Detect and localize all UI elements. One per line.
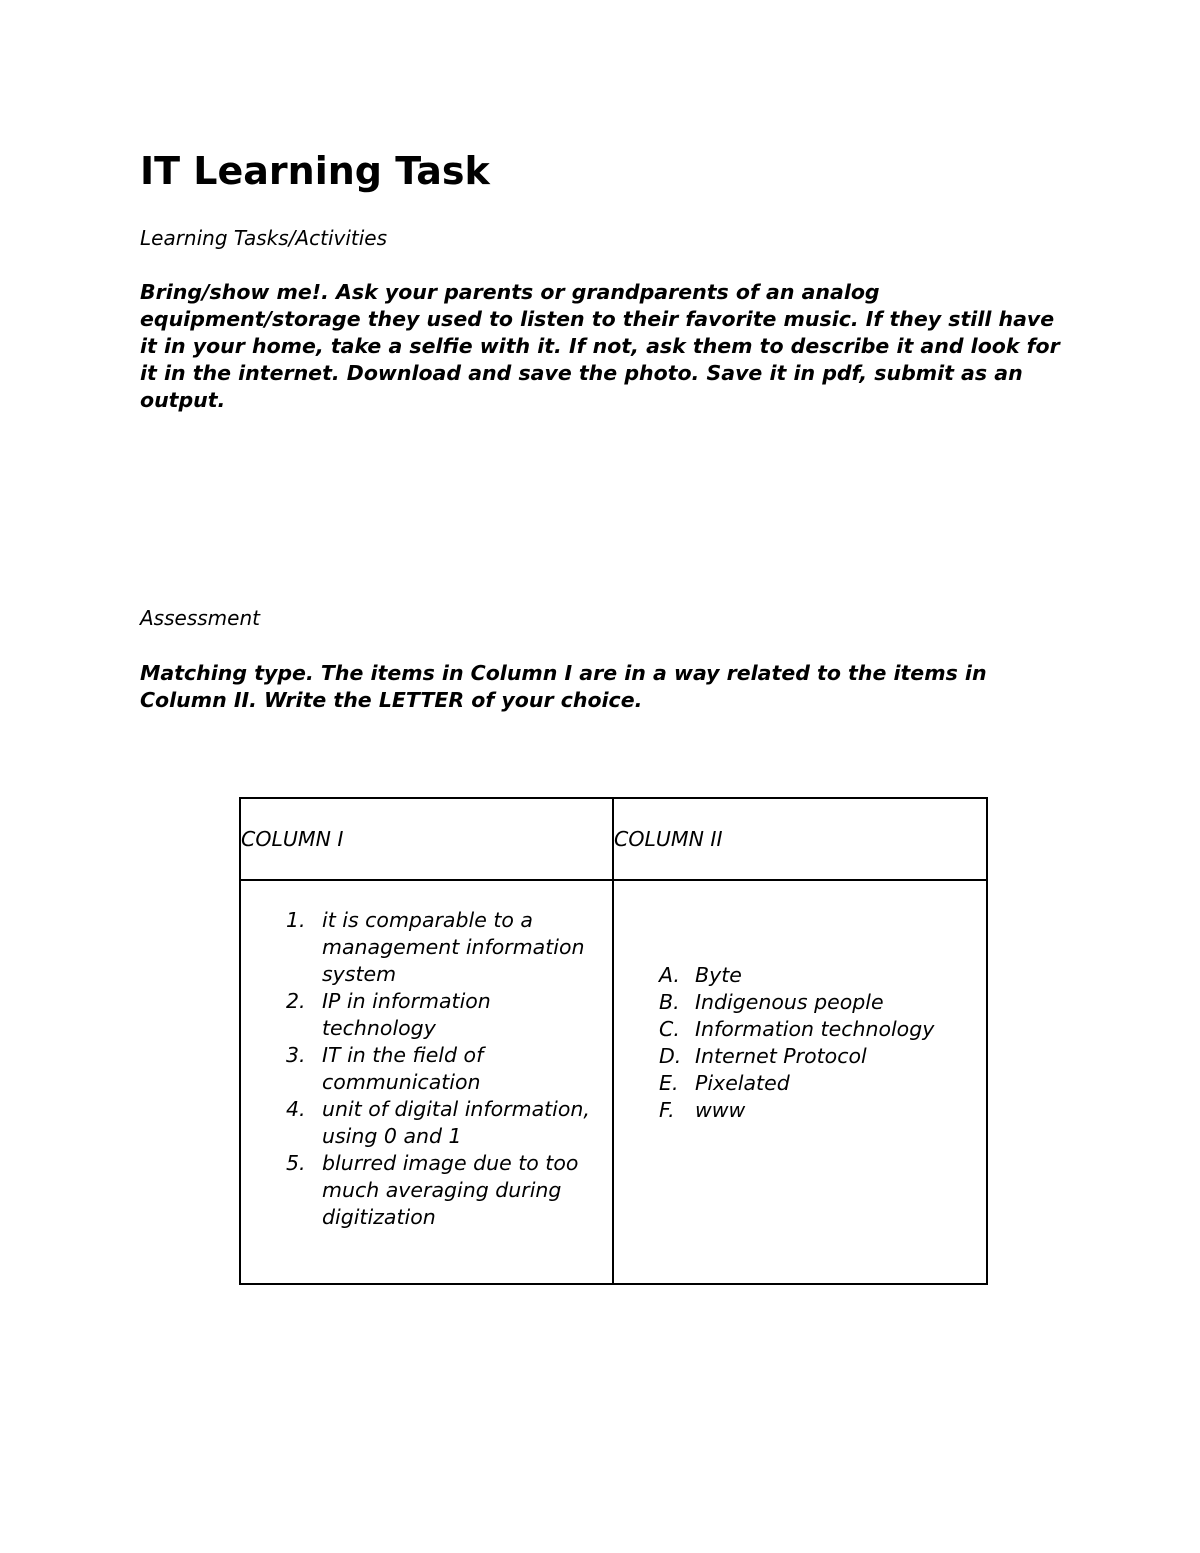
column-2-cell [613,880,987,1284]
item-text: unit of digital information, using 0 and 1 [322,1097,590,1148]
item-text: Information technology [695,1017,935,1041]
item-letter: A. [659,963,680,987]
column-2-item [614,1016,986,1043]
column-1-header-cell [240,798,613,880]
column-2-item [614,1070,986,1097]
item-text: IP in information technology [322,989,491,1040]
item-text: www [695,1098,746,1122]
item-number: 5. [286,1151,306,1175]
page-title: IT Learning Task [140,149,490,193]
column-2-list [614,962,986,1124]
column-1-item [241,1150,612,1231]
column-2-item [614,962,986,989]
item-text: IT in the field of communication [322,1043,484,1094]
item-text: it is comparable to a management information system [322,908,585,986]
learning-task-instructions: Bring/show me!. Ask your parents or grandparents of an analog equipment/storage they used to listen to their favorite music. If they still have it in your home, take a selfie with it. If not, ask them to describe it and look for it in the internet. Download and save the photo. Save it in pdf, submit as an output. [140,280,1060,412]
matching-table [239,797,988,1285]
item-letter: C. [659,1017,680,1041]
column-1-item [241,988,612,1042]
table-header-row [240,798,987,880]
item-text: Byte [695,963,742,987]
assessment-heading: Assessment [140,606,260,630]
item-letter: B. [659,990,680,1014]
column-2-item [614,1097,986,1124]
column-2-header: COLUMN II [614,826,723,851]
column-1-item [241,907,612,988]
item-number: 1. [286,908,306,932]
learning-tasks-heading: Learning Tasks/Activities [140,226,388,250]
column-2-item [614,1043,986,1070]
column-1-list [241,907,612,1231]
item-text: blurred image due to too much averaging during digitization [322,1151,579,1229]
assessment-instructions: Matching type. The items in Column I are in a way related to the items in Column II. Write the LETTER of your choice. [140,661,987,712]
item-number: 4. [286,1097,306,1121]
item-number: 2. [286,989,306,1013]
column-1-cell [240,880,613,1284]
column-2-item [614,989,986,1016]
item-letter: F. [659,1098,675,1122]
column-1-item [241,1042,612,1096]
column-2-header-cell [613,798,987,880]
item-letter: E. [659,1071,679,1095]
table-body-row [240,880,987,1284]
item-text: Indigenous people [695,990,884,1014]
item-text: Pixelated [695,1071,790,1095]
item-letter: D. [659,1044,682,1068]
item-number: 3. [286,1043,306,1067]
column-1-item [241,1096,612,1150]
item-text: Internet Protocol [695,1044,867,1068]
column-1-header: COLUMN I [241,826,344,851]
